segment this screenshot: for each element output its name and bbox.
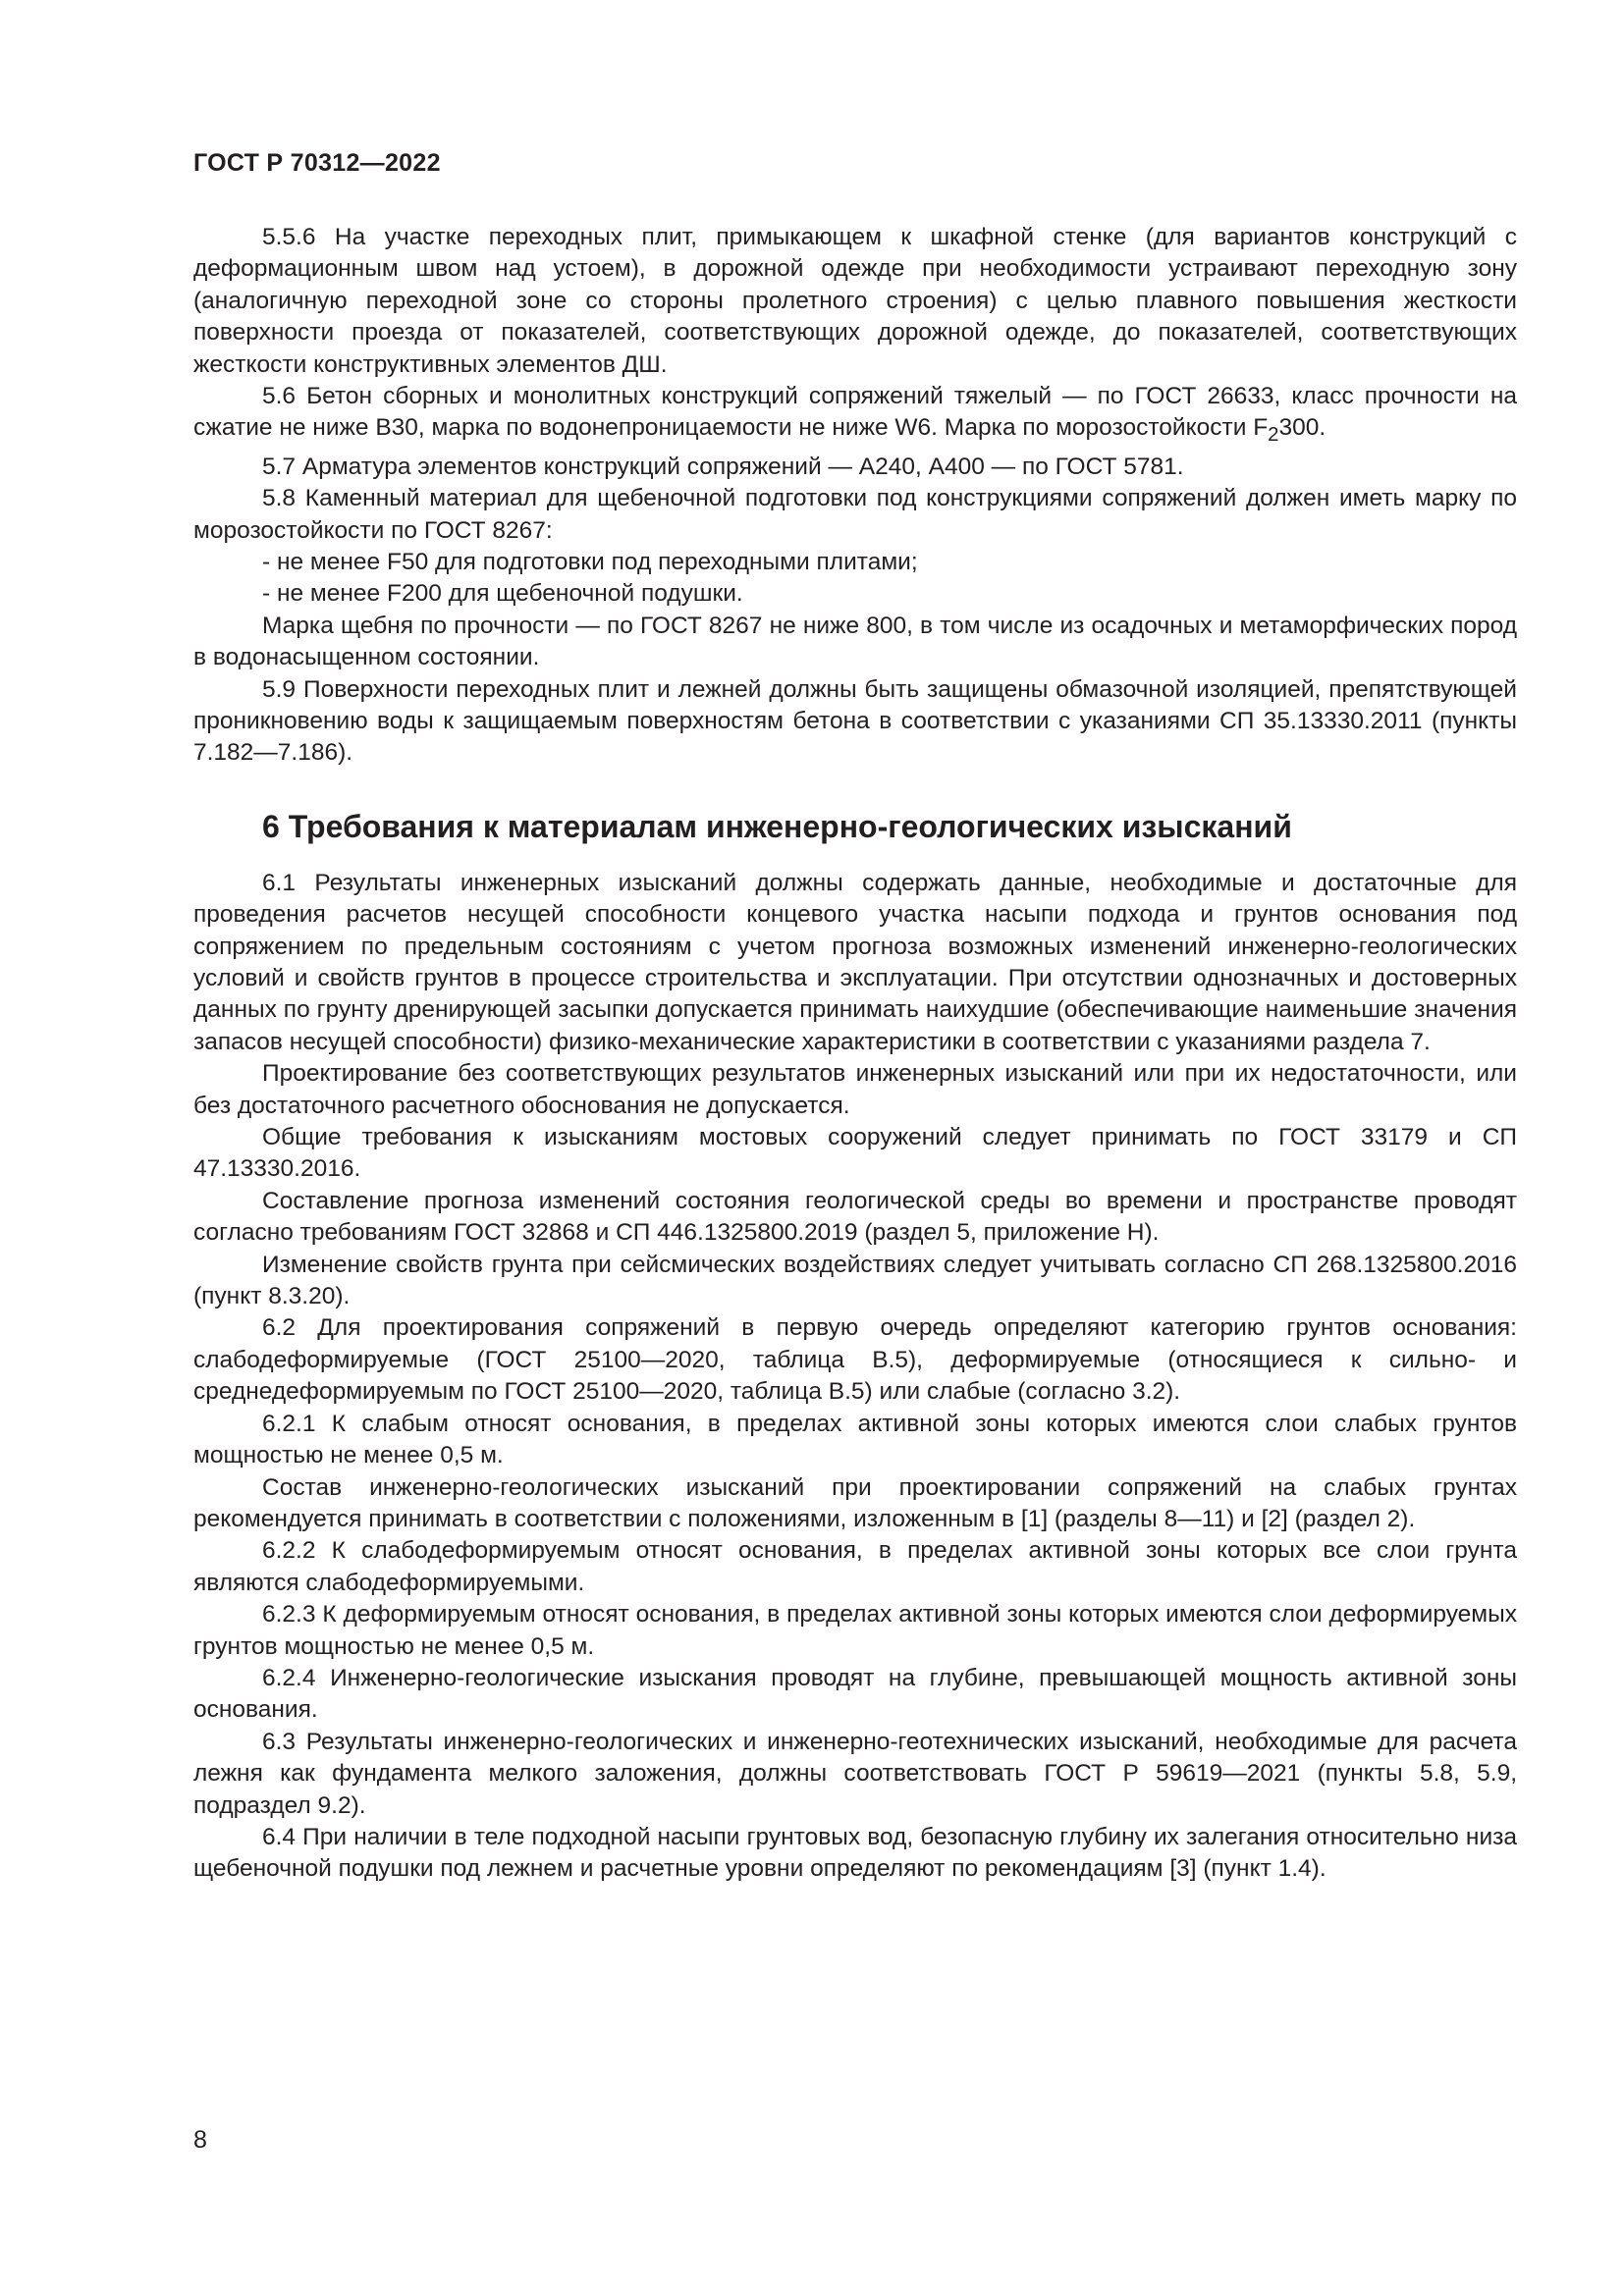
paragraph: Общие требования к изысканиям мостовых сооружений следует принимать по ГОСТ 33179 и СП 47.13330.2016. <box>193 1124 1517 1183</box>
paragraph-6-2-2: 6.2.2 К слабодеформируемым относят основания, в пределах активной зоны которых все слои грунта являются слабодеформируемыми. <box>193 1537 1517 1596</box>
section-6-heading: 6 Требования к материалам инженерно-геологических изысканий <box>262 808 1292 844</box>
paragraph: Состав инженерно-геологических изысканий при проектировании сопряжений на слабых грунтах рекомендуется принимать в соответствии с положениями, изложенным в [1] (разделы 8—11) и [2] (раздел 2). <box>193 1473 1517 1532</box>
paragraph-6-2-1: 6.2.1 К слабым относят основания, в пределах активной зоны которых имеются слои слабых грунтов мощностью не менее 0,5 м. <box>193 1410 1517 1469</box>
list-item: - не менее F200 для щебеночной подушки. <box>262 580 743 608</box>
body-text <box>193 222 1517 1886</box>
list-item: - не менее F50 для подготовки под переходными плитами; <box>262 548 918 575</box>
paragraph: Изменение свойств грунта при сейсмических воздействиях следует учитывать согласно СП 268.1325800.2016 (пункт 8.3.20). <box>193 1251 1517 1310</box>
paragraph-5-7: 5.7 Арматура элементов конструкций сопряжений — А240, А400 — по ГОСТ 5781. <box>262 453 1184 480</box>
paragraph-6-3: 6.3 Результаты инженерно-геологических и инженерно-геотехнических изысканий, необходимые для расчета лежня как фундамента мелкого заложения, должны соответствовать ГОСТ Р 59619—2021 (пункты 5.8, 5.9, подраздел 9.2). <box>193 1728 1517 1819</box>
paragraph-5-9: 5.9 Поверхности переходных плит и лежней должны быть защищены обмазочной изоляцией, препятствующей проникновению воды к защищаемым поверхностям бетона в соответствии с указаниями СП 35.13330.2011 (пункты 7.182—7.186). <box>193 675 1517 767</box>
paragraph-5-6: 5.6 Бетон сборных и монолитных конструкций сопряжений тяжелый — по ГОСТ 26633, класс прочности на сжатие не ниже В30, марка по водонепроницаемости не ниже W6. Марка по морозостойкости $F_2300$. <box>193 383 1517 447</box>
paragraph-5-5-6: 5.5.6 На участке переходных плит, примыкающем к шкафной стенке (для вариантов конструкций с деформационным швом над устоем), в дорожной одежде при необходимости устраивают переходную зону (аналогичную переходной зоне со стороны пролетного строения) с целью плавного повышения жесткости поверхности проезда от показателей, соответствующих дорожной одежде, до показателей, соответствующих жесткости конструктивных элементов ДШ. <box>193 224 1517 378</box>
paragraph-6-2-4: 6.2.4 Инженерно-геологические изыскания проводят на глубине, превышающей мощность активной зоны основания. <box>193 1664 1517 1724</box>
document-code-header: ГОСТ Р 70312—2022 <box>193 149 441 177</box>
paragraph-6-2-3: 6.2.3 К деформируемым относят основания, в пределах активной зоны которых имеются слои деформируемых грунтов мощностью не менее 0,5 м. <box>193 1601 1517 1660</box>
paragraph: Проектирование без соответствующих результатов инженерных изысканий или при их недостаточности, или без достаточного расчетного обоснования не допускается. <box>193 1060 1517 1119</box>
subscript: 2 <box>1268 424 1279 447</box>
paragraph: Составление прогноза изменений состояния геологической среды во времени и пространстве проводят согласно требованиям ГОСТ 32868 и СП 446.1325800.2019 (раздел 5, приложение Н). <box>193 1187 1517 1247</box>
paragraph-6-1: 6.1 Результаты инженерных изысканий должны содержать данные, необходимые и достаточные для проведения расчетов несущей способности концевого участка насыпи подхода и грунтов основания под сопряжением по предельным состояниям с учетом прогноза возможных изменений инженерно-геологических условий и свойств грунтов в процессе строительства и эксплуатации. При отсутствии однозначных и достоверных данных по грунту дренирующей засыпки допускается принимать наихудшие (обеспечивающие наименьшие значения запасов несущей способности) физико-механические характеристики в соответствии с указаниями раздела 7. <box>193 869 1517 1055</box>
paragraph-6-2: 6.2 Для проектирования сопряжений в первую очередь определяют категорию грунтов основания: слабодеформируемые (ГОСТ 25100—2020, таблица В.5), деформируемые (относящиеся к сильно- и среднедеформируемым по ГОСТ 25100—2020, таблица В.5) или слабые (согласно 3.2). <box>193 1314 1517 1406</box>
page-number: 8 <box>193 2126 207 2154</box>
paragraph-crushed-stone-grade: Марка щебня по прочности — по ГОСТ 8267 не ниже 800, в том числе из осадочных и метаморфических пород в водонасыщенном состоянии. <box>193 612 1517 671</box>
paragraph-5-8: 5.8 Каменный материал для щебеночной подготовки под конструкциями сопряжений должен иметь марку по морозостойкости по ГОСТ 8267: <box>193 485 1517 544</box>
paragraph-6-4: 6.4 При наличии в теле подходной насыпи грунтовых вод, безопасную глубину их залегания относительно низа щебеночной подушки под лежнем и расчетные уровни определяют по рекомендациям [3] (пункт 1.4). <box>193 1823 1517 1883</box>
